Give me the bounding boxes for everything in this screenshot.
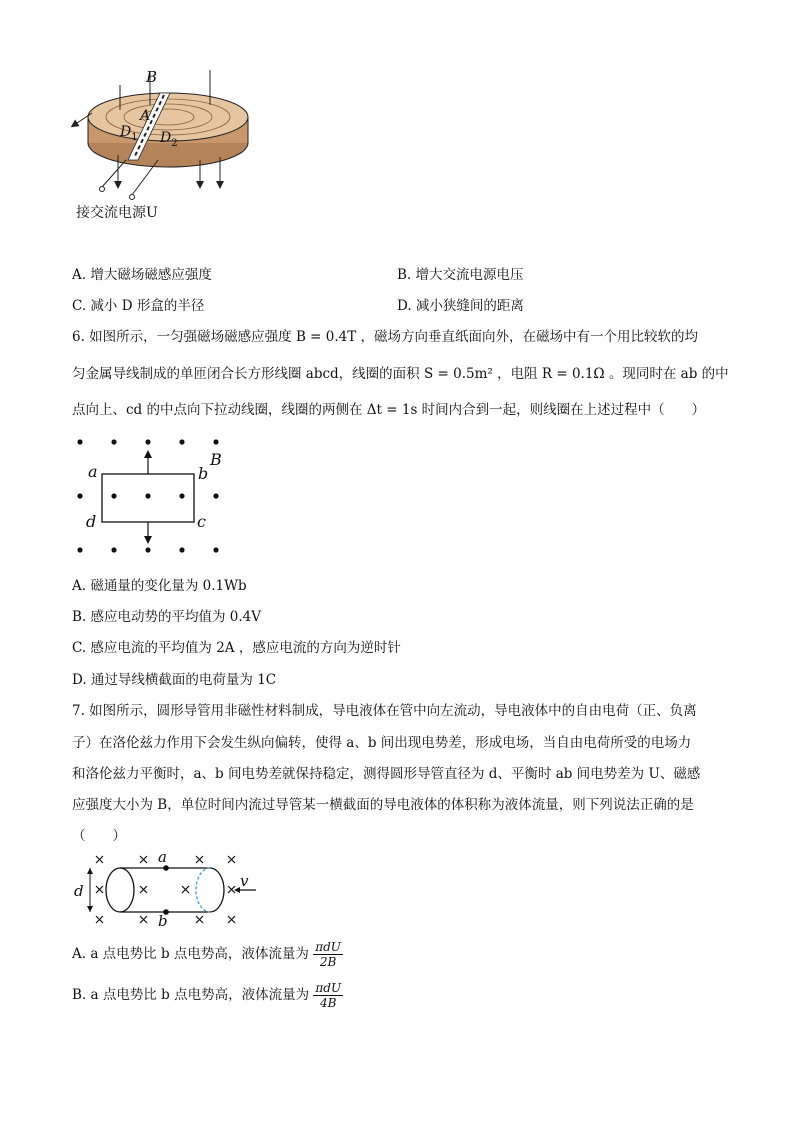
q7-label-a: a	[158, 848, 167, 866]
q6-label-B: B	[210, 450, 222, 469]
label-A-fig5: A	[140, 108, 151, 124]
q7-line-3: 和洛伦兹力平衡时，a、b 间电势差就保持稳定，测得圆形导管直径为 d、平衡时 ab 间电势差为 U、磁感	[72, 766, 701, 782]
q7-option-b-fraction	[313, 981, 343, 1010]
label-B-fig5: B	[146, 68, 158, 86]
label-D2-fig5: $D_2$	[160, 130, 178, 149]
q7-label-v: v	[240, 872, 249, 890]
q6-label-b: b	[198, 464, 209, 483]
q7-option-a-numerator: πdU	[315, 940, 341, 954]
fig5-caption: 接交流电源U	[76, 205, 158, 221]
q5-option-d: D. 减小狭缝间的距离	[397, 298, 524, 314]
q7-line-2: 子）在洛伦兹力作用下会发生纵向偏转，使得 a、b 间出现电势差，形成电场，当自由电荷所受的电场力	[72, 735, 692, 751]
q6-option-a: A. 磁通量的变化量为 0.1Wb	[72, 578, 247, 594]
q7-option-a-denominator: 2B	[319, 955, 337, 969]
q6-label-a: a	[88, 462, 98, 481]
q7-option-a	[72, 940, 343, 969]
q6-line-3: 点向上、cd 的中点向下拉动线圈，线圈的两侧在 Δt = 1s 时间内合到一起，则线圈在上述过程中（ ）	[72, 402, 706, 418]
q6-line-1: 6. 如图所示，一匀强磁场磁感应强度 B = 0.4T ，磁场方向垂直纸面向外，在磁场中有一个用比较软的均	[72, 329, 699, 345]
q5-option-a: A. 增大磁场磁感应强度	[72, 267, 212, 283]
q7-option-b-text: B. a 点电势比 b 点电势高，液体流量为	[72, 987, 310, 1003]
q7-pipe-figure	[70, 850, 270, 930]
q7-label-b: b	[158, 912, 168, 930]
q7-option-b-denominator: 4B	[319, 996, 337, 1010]
q6-option-c: C. 感应电流的平均值为 2A ，感应电流的方向为逆时针	[72, 640, 401, 656]
q5-option-c: C. 减小 D 形盒的半径	[72, 298, 205, 314]
q7-option-a-fraction	[313, 940, 343, 969]
q6-label-d: d	[86, 512, 97, 531]
q7-line-1: 7. 如图所示，圆形导管用非磁性材料制成，导电液体在管中向左流动，导电液体中的自由电荷（正、负离	[72, 703, 697, 719]
q7-line-5: （ ）	[72, 828, 126, 844]
label-D1-fig5: $D_1$	[120, 124, 138, 143]
q6-coil-figure	[70, 430, 230, 560]
q6-line-2: 匀金属导线制成的单匝闭合长方形线圈 abcd，线圈的面积 S = 0.5m² ，电阻 R = 0.1Ω 。现同时在 ab 的中	[72, 366, 729, 382]
q7-label-d: d	[74, 882, 84, 900]
q6-option-d: D. 通过导线横截面的电荷量为 1C	[72, 672, 277, 688]
q7-option-b	[72, 981, 343, 1010]
q5-option-b: B. 增大交流电源电压	[397, 267, 524, 283]
q6-label-c: c	[197, 512, 206, 531]
q7-option-b-numerator: πdU	[315, 981, 342, 995]
q7-line-4: 应强度大小为 B，单位时间内流过导管某一横截面的导电液体的体积称为液体流量，则下列说法正确的是	[72, 797, 694, 813]
q6-option-b: B. 感应电动势的平均值为 0.4V	[72, 609, 262, 625]
q7-option-a-text: A. a 点电势比 b 点电势高，液体流量为	[72, 946, 309, 962]
